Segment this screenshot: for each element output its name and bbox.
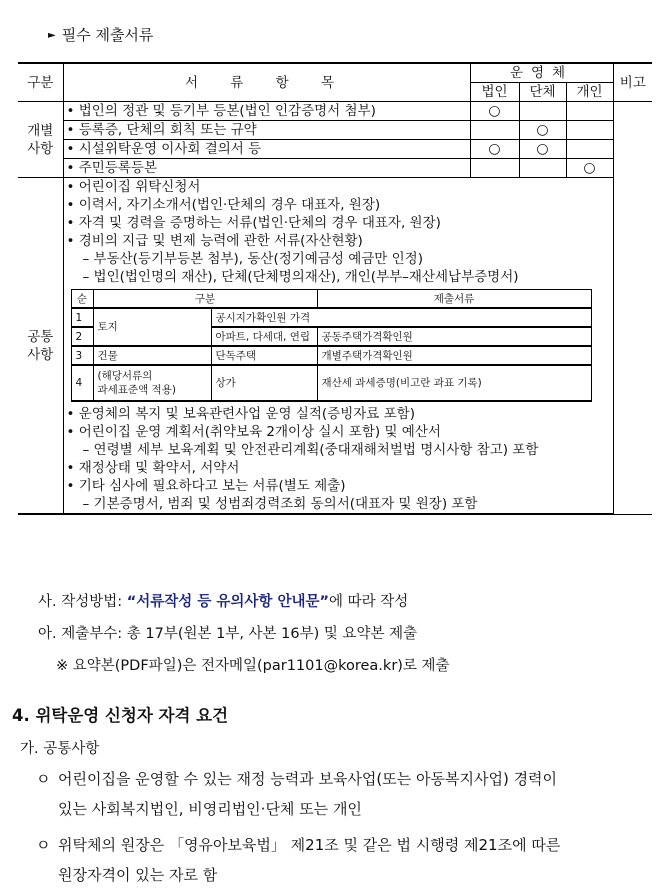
inner-header-docs: 제출서류 — [317, 290, 591, 309]
header-individual: 개인 — [566, 83, 613, 102]
common-category-label: 공통 사항 — [18, 178, 63, 515]
inner-row-doc: 공시지가확인원 가격 — [211, 308, 591, 327]
table-row — [18, 178, 652, 515]
document-line: • 운영체의 복지 및 보육관련사업 운영 실적(증빙자료 포함) — [66, 406, 415, 422]
person-mark — [566, 121, 613, 140]
inner-row-no: 4 — [71, 365, 93, 401]
header-group: 단체 — [519, 83, 566, 102]
section-heading — [48, 24, 153, 45]
copies-note: 아. 제출부수: 총 17부(원본 1부, 사본 16부) 및 요약본 제출 — [38, 626, 418, 642]
header-remarks: 비고 — [613, 63, 652, 102]
table-row — [18, 121, 652, 140]
circle-bullet-icon: ㅇ — [36, 836, 51, 854]
group-mark — [519, 102, 566, 121]
inner-row-doc: 재산세 과세증명(비고란 과표 기록) — [317, 365, 591, 401]
circle-bullet-icon: ㅇ — [36, 770, 51, 788]
document-item: • 법인의 정관 및 등기부 등본(법인 인감증명서 첨부) — [63, 102, 470, 121]
inner-row-no: 3 — [71, 346, 93, 365]
inner-row-type: 토지 — [93, 308, 211, 346]
method-highlight: “서류작성 등 유의사항 안내문” — [126, 594, 330, 610]
header-items: 서 류 항 목 — [63, 63, 470, 102]
inner-row-type — [93, 365, 211, 401]
document-line: • 자격 및 경력을 증명하는 서류(법인·단체의 경우 대표자, 원장) — [66, 215, 441, 231]
document-subline: – 기본증명서, 범죄 및 성범죄경력조회 동의서(대표자 및 원장) 포함 — [82, 496, 478, 512]
inner-row-doc: 공동주택가격확인원 — [317, 327, 591, 346]
summary-note: ※ 요약본(PDF파일)은 전자메일(par1101@korea.kr)로 제출 — [56, 658, 450, 674]
document-subline: – 법인(법인명의 재산), 단체(단체명의재산), 개인(부부–재산세납부증명서) — [82, 269, 519, 285]
corp-mark — [470, 121, 519, 140]
group-mark: ○ — [519, 140, 566, 159]
corp-mark: ○ — [470, 102, 519, 121]
method-suffix: 에 따라 작성 — [329, 594, 409, 610]
table-row — [18, 140, 652, 159]
person-mark: ○ — [566, 159, 613, 178]
paragraph-line: 어린이집을 운영할 수 있는 재정 능력과 보육사업(또는 아동복지사업) 경력이 — [58, 770, 558, 788]
section-4-title: 4. 위탁운영 신청자 자격 요건 — [12, 706, 229, 725]
document-subline: – 연령별 세부 보육계획 및 안전관리계획(중대재해처벌법 명시사항 참고) 포함 — [82, 442, 539, 458]
person-mark — [566, 140, 613, 159]
inner-row-type: 건물 — [93, 346, 211, 365]
header-corporation: 법인 — [470, 83, 519, 102]
corp-mark — [470, 159, 519, 178]
section-heading-text: 필수 제출서류 — [61, 26, 154, 44]
group-mark: ○ — [519, 121, 566, 140]
inner-row-subtype: 아파트, 다세대, 연립 — [211, 327, 317, 346]
inner-header-type: 구분 — [93, 290, 317, 309]
inner-row-subtype: 상가 — [211, 365, 317, 401]
document-line: • 어린이집 위탁신청서 — [66, 179, 201, 195]
common-documents-cell — [63, 178, 613, 515]
asset-documents-table — [71, 289, 592, 402]
document-line: • 기타 심사에 필요하다고 보는 서류(별도 제출) — [66, 478, 346, 494]
inner-row-type-line: 과세표준액 적용) — [97, 384, 176, 396]
document-subline: – 부동산(등기부등본 첨부), 동산(정기예금성 예금만 인정) — [82, 251, 423, 267]
inner-header-no: 순 — [71, 290, 93, 309]
document-item: • 등록증, 단체의 회칙 또는 규약 — [63, 121, 470, 140]
document-item: • 주민등록등본 — [63, 159, 470, 178]
inner-row-subtype: 단독주택 — [211, 346, 317, 365]
individual-category-label: 개별 사항 — [18, 102, 63, 178]
paragraph-line: 위탁체의 원장은 「영유아보육법」 제21조 및 같은 법 시행령 제21조에 따른 — [58, 836, 561, 854]
table-row — [18, 159, 652, 178]
document-line: • 재정상태 및 확약서, 서약서 — [66, 460, 240, 476]
table-row — [18, 102, 652, 121]
remarks-cell — [613, 102, 652, 515]
inner-row-doc: 개별주택가격확인원 — [317, 346, 591, 365]
paragraph-line: 있는 사회복지법인, 비영리법인·단체 또는 개인 — [58, 800, 362, 818]
document-line: • 이력서, 자기소개서(법인·단체의 경우 대표자, 원장) — [66, 197, 381, 213]
person-mark — [566, 102, 613, 121]
writing-method-note — [38, 590, 408, 611]
header-category: 구분 — [18, 63, 63, 102]
inner-row-type-line: (해당서류의 — [97, 370, 153, 382]
triangle-marker-icon: ► — [48, 30, 56, 41]
group-mark — [519, 159, 566, 178]
inner-row-no: 1 — [71, 308, 93, 327]
corp-mark: ○ — [470, 140, 519, 159]
header-operator: 운영체 — [470, 63, 613, 83]
document-line: • 어린이집 운영 계획서(취약보육 2개이상 실시 포함) 및 예산서 — [66, 424, 441, 440]
document-line: • 경비의 지급 및 변제 능력에 관한 서류(자산현황) — [66, 233, 363, 249]
paragraph-line: 원장자격이 있는 자로 함 — [58, 866, 218, 884]
requirement-paragraph-1 — [36, 764, 656, 824]
inner-row-no: 2 — [71, 327, 93, 346]
common-requirements-heading: 가. 공통사항 — [20, 741, 100, 757]
requirement-paragraph-2 — [36, 830, 656, 890]
method-prefix: 사. 작성방법: — [38, 594, 127, 610]
required-documents-table — [18, 62, 652, 515]
document-item: • 시설위탁운영 이사회 결의서 등 — [63, 140, 470, 159]
